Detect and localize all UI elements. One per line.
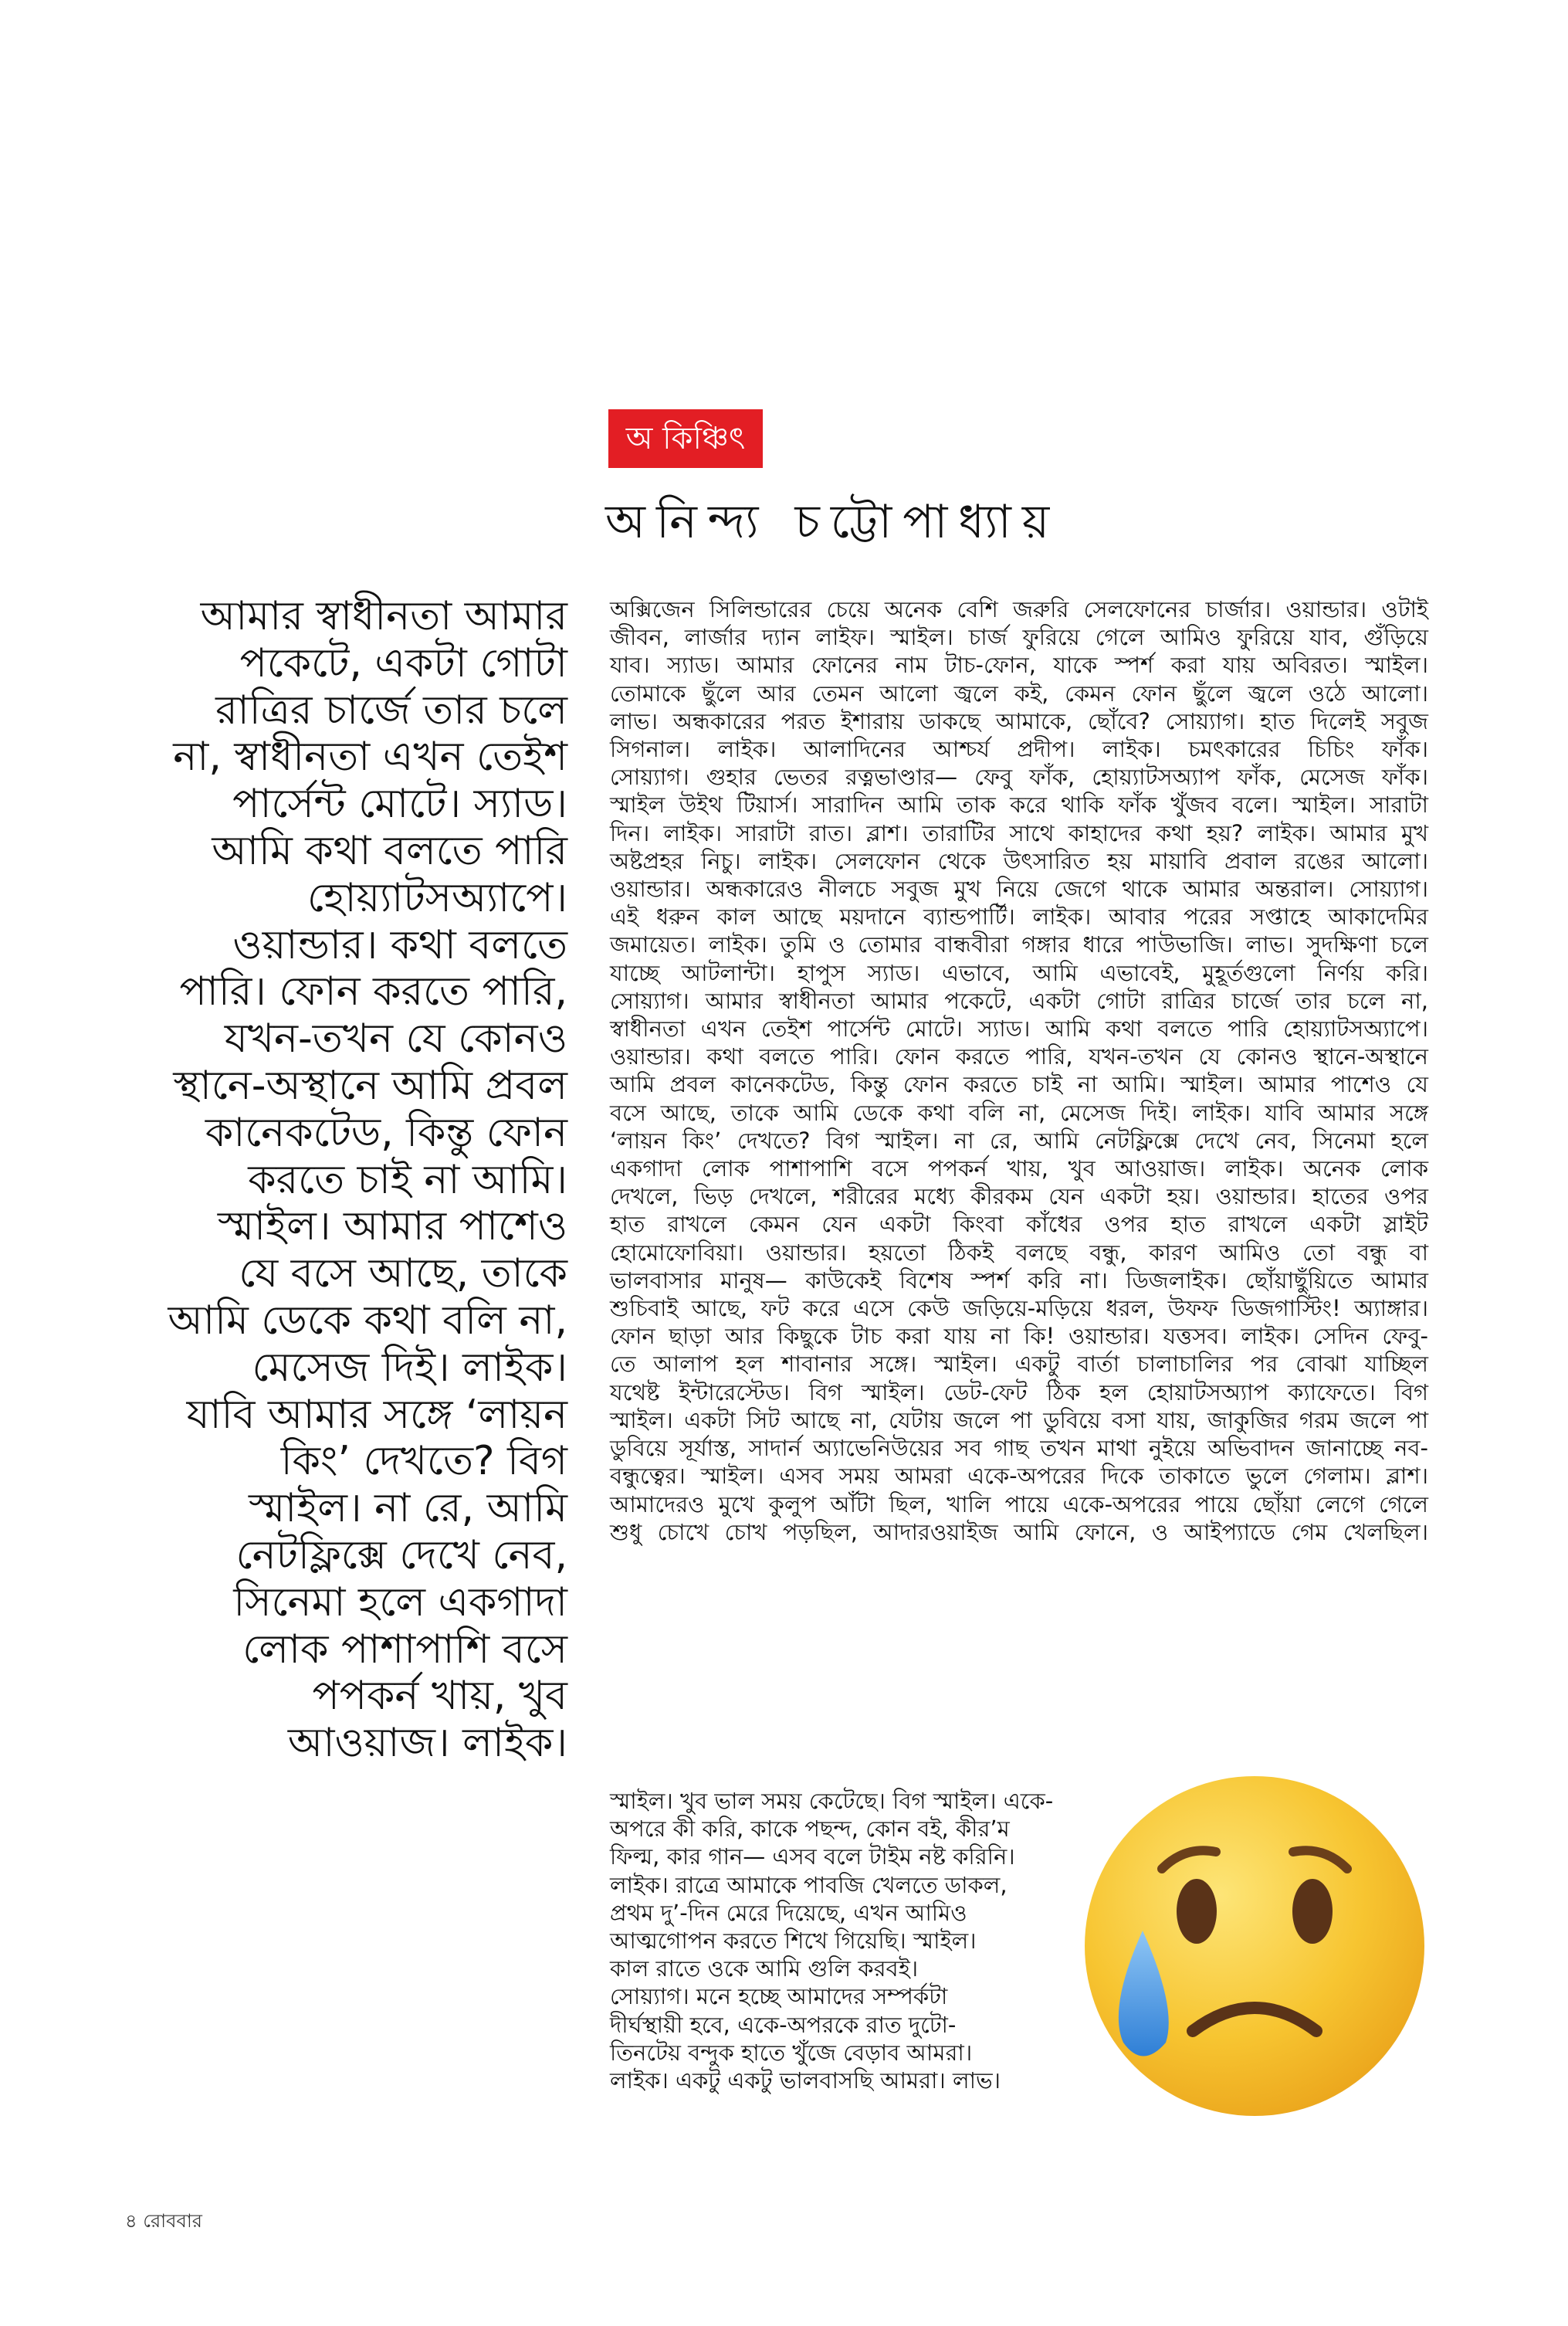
pull-quote bbox=[131, 593, 567, 1767]
body-line: দেখলে, ভিড় দেখলে, শরীরের মধ্যে কীরকম যেন একটা হয়। ওয়ান্ডার। হাতের ওপর bbox=[610, 1183, 1428, 1210]
pull-quote-line: স্থানে-অস্থানে আমি প্রবল bbox=[173, 1062, 567, 1109]
pull-quote-line: নেটফ্লিক্সে দেখে নেব, bbox=[235, 1531, 567, 1578]
body-line: দীর্ঘস্থায়ী হবে, একে-অপরকে রাত দুটো- bbox=[610, 2011, 957, 2038]
body-line: দিন। লাইক। সারাটা রাত। ব্লাশ। তারাটির সাথে কাহাদের কথা হয়? লাইক। আমার মুখ bbox=[610, 819, 1428, 846]
pull-quote-line: হোয়্যাটসঅ্যাপে। bbox=[307, 874, 567, 921]
body-line: স্মাইল উইথ টিয়ার্স। সারাদিন আমি তাক করে থাকি ফাঁক খুঁজব বলে। স্মাইল। সারাটা bbox=[610, 792, 1428, 819]
pull-quote-line: আওয়াজ। লাইক। bbox=[287, 1720, 567, 1767]
pull-quote-line: আমি ডেকে কথা বলি না, bbox=[168, 1297, 567, 1344]
body-line: স্মাইল। একটা সিট আছে না, যেটায় জলে পা ডুবিয়ে বসা যায়, জাকুজির গরম জলে পা bbox=[610, 1406, 1428, 1433]
body-line: এই ধরুন কাল আছে ময়দানে ব্যান্ডপার্টি। লাইক। আবার পরের সপ্তাহে আকাদেমির bbox=[610, 904, 1428, 931]
body-line: অষ্টপ্রহর নিচু। লাইক। সেলফোন থেকে উৎসারিত হয় মায়াবি প্রবাল রঙের আলো। bbox=[610, 847, 1428, 874]
article-body-continued bbox=[610, 1787, 1054, 2094]
pull-quote-line: পপকর্ন খায়, খুব bbox=[312, 1673, 567, 1720]
body-line: আমাদেরও মুখে কুলুপ আঁটা ছিল, খালি পায়ে একে-অপরের পায়ে ছোঁয়া লেগে গেলে bbox=[610, 1490, 1428, 1517]
pull-quote-line: সিনেমা হলে একগাদা bbox=[233, 1578, 567, 1626]
body-line: লাইক। রাত্রে আমাকে পাবজি খেলতে ডাকল, bbox=[610, 1871, 1008, 1898]
pull-quote-line: যখন-তখন যে কোনও bbox=[224, 1016, 567, 1063]
section-tag: অ কিঞ্চিৎ bbox=[608, 409, 763, 468]
body-line: সোয়্যাগ। গুহার ভেতর রত্নভাণ্ডার— ফেবু ফাঁক, হোয়্যাটসঅ্যাপ ফাঁক, মেসেজ ফাঁক। bbox=[610, 764, 1428, 791]
body-line: বন্ধুত্বের। স্মাইল। এসব সময় আমরা একে-অপরের দিকে তাকাতে ভুলে গেলাম। ব্লাশ। bbox=[610, 1463, 1428, 1490]
pull-quote-line: যাবি আমার সঙ্গে ‘লায়ন bbox=[186, 1391, 567, 1438]
body-line: প্রথম দু’-দিন মেরে দিয়েছে, এখন আমিও bbox=[610, 1899, 967, 1926]
body-line: ডুবিয়ে সূর্যাস্ত, সাদার্ন অ্যাভেনিউয়ের সব গাছ তখন মাথা নুইয়ে অভিবাদন জানাচ্ছে নব- bbox=[610, 1435, 1428, 1462]
body-line: ভালবাসার মানুষ— কাউকেই বিশেষ স্পর্শ করি না। ডিজলাইক। ছোঁয়াছুঁয়িতে আমার bbox=[610, 1266, 1428, 1294]
body-line: জীবন, লার্জার দ্যান লাইফ। স্মাইল। চার্জ ফুরিয়ে গেলে আমিও ফুরিয়ে যাব, গুঁড়িয়ে bbox=[610, 624, 1428, 651]
page-footer: ৪ রোববার bbox=[125, 2210, 202, 2232]
body-line: সিগনাল। লাইক। আলাদিনের আশ্চর্য প্রদীপ। লাইক। চমৎকারের চিচিং ফাঁক। bbox=[610, 736, 1428, 763]
body-line: তে আলাপ হল শাবানার সঙ্গে। স্মাইল। একটু বার্তা চালাচালির পর বোঝা যাচ্ছিল bbox=[610, 1351, 1428, 1378]
body-line: সোয়্যাগ। আমার স্বাধীনতা আমার পকেটে, একটা গোটা রাত্রির চার্জে তার চলে না, bbox=[610, 987, 1428, 1014]
article-body bbox=[610, 595, 1428, 1546]
pull-quote-line: পকেটে, একটা গোটা bbox=[239, 639, 567, 687]
pull-quote-line: না, স্বাধীনতা এখন তেইশ bbox=[173, 734, 567, 781]
body-line: স্মাইল। খুব ভাল সময় কেটেছে। বিগ স্মাইল। একে- bbox=[610, 1788, 1054, 1814]
body-line: যথেষ্ট ইন্টারেস্টেড। বিগ স্মাইল। ডেট-ফেট ঠিক হল হোয়াটসঅ্যাপ ক্যাফেতে। বিগ bbox=[610, 1378, 1428, 1405]
pull-quote-line: ওয়ান্ডার। কথা বলতে bbox=[232, 921, 567, 968]
body-line: ‘লায়ন কিং’ দেখতে? বিগ স্মাইল। না রে, আমি নেটফ্লিক্সে দেখে নেব, সিনেমা হলে bbox=[610, 1127, 1428, 1154]
body-line: তোমাকে ছুঁলে আর তেমন আলো জ্বলে কই, কেমন ফোন ছুঁলে জ্বলে ওঠে আলো। bbox=[610, 680, 1428, 707]
body-line: লাভ। অন্ধকারের পরত ইশারায় ডাকছে আমাকে, ছোঁবে? সোয়্যাগ। হাত দিলেই সবুজ bbox=[610, 707, 1428, 734]
crying-face-icon bbox=[1069, 1753, 1432, 2147]
pull-quote-line: লোক পাশাপাশি বসে bbox=[242, 1626, 567, 1673]
body-line: আত্মগোপন করতে শিখে গিয়েছি। স্মাইল। bbox=[610, 1928, 977, 1955]
body-line: ফিল্ম, কার গান— এসব বলে টাইম নষ্ট করিনি। bbox=[610, 1843, 1015, 1870]
author-name: অনিন্দ্য চট্টোপাধ্যায় bbox=[605, 495, 1061, 549]
pull-quote-line: কানেকটেড, কিন্তু ফোন bbox=[205, 1109, 567, 1156]
body-line: বসে আছে, তাকে আমি ডেকে কথা বলি না, মেসেজ দিই। লাইক। যাবি আমার সঙ্গে bbox=[610, 1099, 1428, 1126]
pull-quote-line: আমার স্বাধীনতা আমার bbox=[200, 593, 567, 639]
body-line: অক্সিজেন সিলিন্ডারের চেয়ে অনেক বেশি জরুরি সেলফোনের চার্জার। ওয়ান্ডার। ওটাই bbox=[610, 596, 1428, 622]
body-line: জমায়েত। লাইক। তুমি ও তোমার বান্ধবীরা গঙ্গার ধারে পাউভাজি। লাভ। সুদক্ষিণা চলে bbox=[610, 931, 1428, 958]
body-line: ফোন ছাড়া আর কিছুকে টাচ করা যায় না কি! ওয়ান্ডার। যত্তসব। লাইক। সেদিন ফেবু- bbox=[610, 1323, 1428, 1350]
pull-quote-line: পারি। ফোন করতে পারি, bbox=[179, 968, 567, 1016]
body-line: সোয়্যাগ। মনে হচ্ছে আমাদের সম্পর্কটা bbox=[610, 1983, 948, 2010]
pull-quote-line: আমি কথা বলতে পারি bbox=[212, 827, 567, 874]
pull-quote-line: যে বসে আছে, তাকে bbox=[239, 1250, 567, 1297]
body-line: যাচ্ছে আটলান্টা। হাপুস স্যাড। এভাবে, আমি এভাবেই, মুহূর্তগুলো নির্ণয় করি। bbox=[610, 959, 1428, 986]
body-line: অপরে কী করি, কাকে পছন্দ, কোন বই, কীর’ম bbox=[610, 1816, 1010, 1843]
body-line: শুধু চোখে চোখ পড়ছিল, আদারওয়াইজ আমি ফোনে, ও আইপ্যাডে গেম খেলছিল। bbox=[610, 1518, 1428, 1545]
body-line: শুচিবাই আছে, ফট করে এসে কেউ জড়িয়ে-মড়িয়ে ধরল, উফফ ডিজগাস্টিং! অ্যাঙ্গার। bbox=[610, 1295, 1428, 1322]
body-line: ওয়ান্ডার। কথা বলতে পারি। ফোন করতে পারি, যখন-তখন যে কোনও স্থানে-অস্থানে bbox=[610, 1043, 1428, 1070]
body-line: ওয়ান্ডার। অন্ধকারেও নীলচে সবুজ মুখ নিয়ে জেগে থাকে আমার অন্তরাল। সোয়্যাগ। bbox=[610, 876, 1428, 903]
body-line: স্বাধীনতা এখন তেইশ পার্সেন্ট মোটে। স্যাড। আমি কথা বলতে পারি হোয়্যাটসঅ্যাপে। bbox=[610, 1016, 1428, 1043]
pull-quote-line: করতে চাই না আমি। bbox=[248, 1156, 567, 1203]
pull-quote-line: কিং’ দেখতে? বিগ bbox=[280, 1438, 567, 1485]
body-line: একগাদা লোক পাশাপাশি বসে পপকর্ন খায়, খুব আওয়াজ। লাইক। অনেক লোক bbox=[610, 1155, 1428, 1182]
pull-quote-line: স্মাইল। না রে, আমি bbox=[249, 1485, 567, 1532]
pull-quote-line: স্মাইল। আমার পাশেও bbox=[217, 1203, 567, 1250]
body-line: কাল রাতে ওকে আমি গুলি করবই। bbox=[610, 1955, 919, 1982]
body-line: হাত রাখলে কেমন যেন একটা কিংবা কাঁধের ওপর হাত রাখলে একটা স্লাইট bbox=[610, 1211, 1428, 1238]
pull-quote-line: রাত্রির চার্জে তার চলে bbox=[215, 687, 567, 734]
body-line: আমি প্রবল কানেকটেড, কিন্তু ফোন করতে চাই না আমি। স্মাইল। আমার পাশেও যে bbox=[610, 1071, 1428, 1098]
body-line: তিনটেয় বন্দুক হাতে খুঁজে বেড়াব আমরা। bbox=[610, 2039, 973, 2066]
pull-quote-line: মেসেজ দিই। লাইক। bbox=[252, 1344, 567, 1391]
body-line: যাব। স্যাড। আমার ফোনের নাম টাচ-ফোন, যাকে স্পর্শ করা যায় অবিরত। স্মাইল। bbox=[610, 652, 1428, 679]
body-line: লাইক। একটু একটু ভালবাসছি আমরা। লাভ। bbox=[610, 2067, 1001, 2094]
body-line: হোমোফোবিয়া। ওয়ান্ডার। হয়তো ঠিকই বলছে বন্ধু, কারণ আমিও তো বন্ধু বা bbox=[610, 1239, 1428, 1266]
pull-quote-line: পার্সেন্ট মোটে। স্যাড। bbox=[232, 781, 567, 828]
